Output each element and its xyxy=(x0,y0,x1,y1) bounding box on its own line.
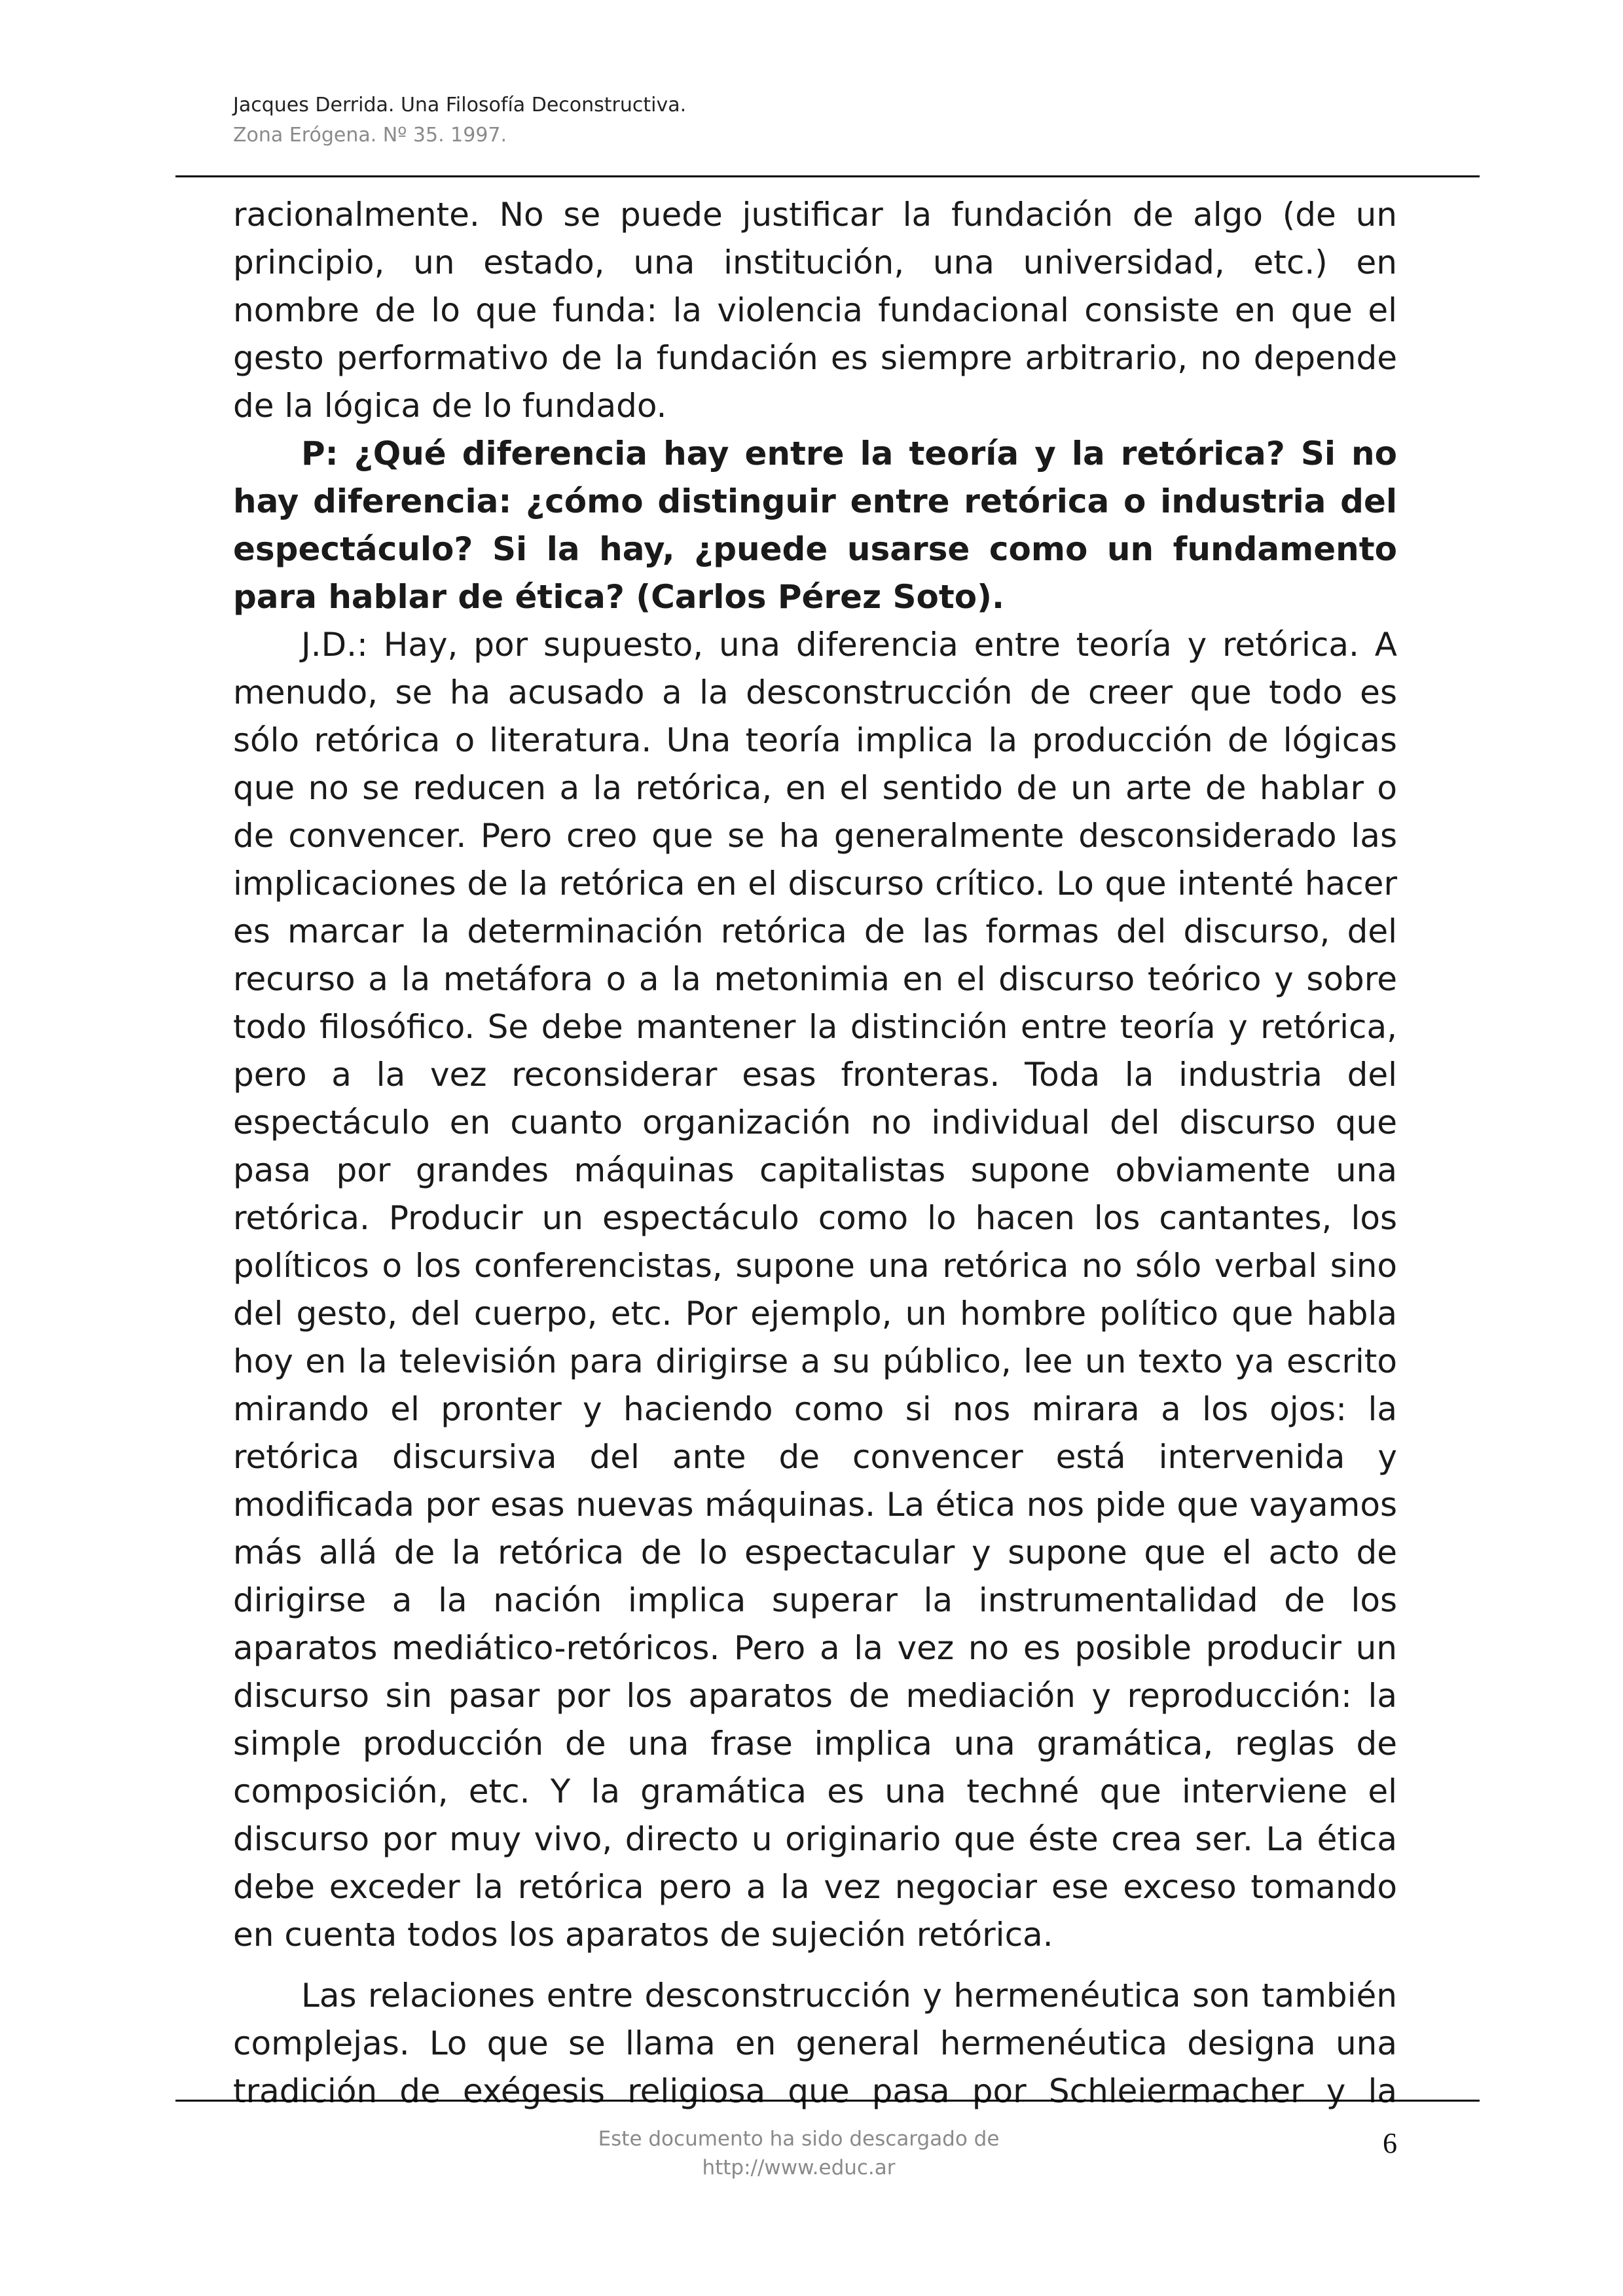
text-line: retórica. Producir un espectáculo como lo hacen los cantantes, los xyxy=(233,1199,1397,1237)
text-line: nombre de lo que funda: la violencia fundacional consiste en que el xyxy=(233,291,1397,329)
text-line: aparatos mediático-retóricos. Pero a la vez no es posible producir un xyxy=(233,1629,1397,1667)
document-body xyxy=(233,191,1397,2115)
header-subtitle: Zona Erógena. Nº 35. 1997. xyxy=(233,124,507,147)
footer-divider xyxy=(175,2100,1480,2102)
interview-question xyxy=(233,430,1397,621)
text-line: pero a la vez reconsiderar esas fronteras. Toda la industria del xyxy=(233,1056,1397,1094)
text-line: menudo, se ha acusado a la desconstrucción de creer que todo es xyxy=(233,673,1397,711)
text-line: espectáculo? Si la hay, ¿puede usarse como un fundamento xyxy=(233,530,1397,568)
text-line: discurso por muy vivo, directo u originario que éste crea ser. La ética xyxy=(233,1820,1397,1858)
text-line: retórica discursiva del ante de convencer está intervenida y xyxy=(233,1438,1397,1476)
text-line: P: ¿Qué diferencia hay entre la teoría y la retórica? Si no xyxy=(301,435,1397,473)
footer-line: Este documento ha sido descargado de xyxy=(598,2127,1000,2151)
text-line: complejas. Lo que se llama en general hermenéutica designa una xyxy=(233,2024,1397,2062)
paragraph-continuation xyxy=(233,191,1397,430)
text-line: para hablar de ética? (Carlos Pérez Soto). xyxy=(233,578,1004,616)
text-line: implicaciones de la retórica en el discurso crítico. Lo que intenté hacer xyxy=(233,865,1397,903)
text-line: J.D.: Hay, por supuesto, una diferencia entre teoría y retórica. A xyxy=(301,626,1397,664)
text-line: debe exceder la retórica pero a la vez negociar ese exceso tomando xyxy=(233,1868,1397,1906)
paragraph xyxy=(233,1972,1397,2115)
text-line: modificada por esas nuevas máquinas. La ética nos pide que vayamos xyxy=(233,1486,1397,1524)
text-line: tradición de exégesis religiosa que pasa por Schleiermacher y la xyxy=(233,2072,1397,2110)
header-divider xyxy=(175,175,1480,177)
paragraph-spacer xyxy=(233,1959,1397,1972)
text-line: composición, etc. Y la gramática es una techné que interviene el xyxy=(233,1772,1397,1810)
text-line: dirigirse a la nación implica superar la instrumentalidad de los xyxy=(233,1581,1397,1619)
text-line: gesto performativo de la fundación es siempre arbitrario, no depende xyxy=(233,339,1397,377)
interview-answer xyxy=(233,621,1397,1959)
text-line: pasa por grandes máquinas capitalistas supone obviamente una xyxy=(233,1151,1397,1189)
text-line: en cuenta todos los aparatos de sujeción retórica. xyxy=(233,1916,1053,1954)
text-line: principio, un estado, una institución, una universidad, etc.) en xyxy=(233,243,1397,281)
text-line: mirando el pronter y haciendo como si nos mirara a los ojos: la xyxy=(233,1390,1397,1428)
text-line: de convencer. Pero creo que se ha generalmente desconsiderado las xyxy=(233,817,1397,855)
text-line: discurso sin pasar por los aparatos de mediación y reproducción: la xyxy=(233,1677,1397,1715)
text-line: simple producción de una frase implica una gramática, reglas de xyxy=(233,1725,1397,1763)
text-line: Las relaciones entre desconstrucción y hermenéutica son también xyxy=(301,1977,1397,2015)
text-line: hay diferencia: ¿cómo distinguir entre retórica o industria del xyxy=(233,482,1397,520)
text-line: que no se reducen a la retórica, en el sentido de un arte de hablar o xyxy=(233,769,1397,807)
text-line: todo filosófico. Se debe mantener la distinción entre teoría y retórica, xyxy=(233,1008,1397,1046)
page-number: 6 xyxy=(1383,2127,1397,2159)
header-title: Jacques Derrida. Una Filosofía Deconstructiva. xyxy=(233,94,687,117)
text-line: racionalmente. No se puede justificar la fundación de algo (de un xyxy=(233,196,1397,234)
footer-source xyxy=(511,2125,1087,2182)
footer-url: http://www.educ.ar xyxy=(702,2156,896,2179)
text-line: más allá de la retórica de lo espectacular y supone que el acto de xyxy=(233,1534,1397,1571)
text-line: recurso a la metáfora o a la metonimia en el discurso teórico y sobre xyxy=(233,960,1397,998)
text-line: es marcar la determinación retórica de las formas del discurso, del xyxy=(233,912,1397,950)
text-line: del gesto, del cuerpo, etc. Por ejemplo, un hombre político que habla xyxy=(233,1295,1397,1333)
text-line: sólo retórica o literatura. Una teoría implica la producción de lógicas xyxy=(233,721,1397,759)
text-line: hoy en la televisión para dirigirse a su público, lee un texto ya escrito xyxy=(233,1342,1397,1380)
text-line: políticos o los conferencistas, supone una retórica no sólo verbal sino xyxy=(233,1247,1397,1285)
text-line: de la lógica de lo fundado. xyxy=(233,387,667,425)
running-header xyxy=(233,90,1477,151)
text-line: espectáculo en cuanto organización no individual del discurso que xyxy=(233,1103,1397,1141)
